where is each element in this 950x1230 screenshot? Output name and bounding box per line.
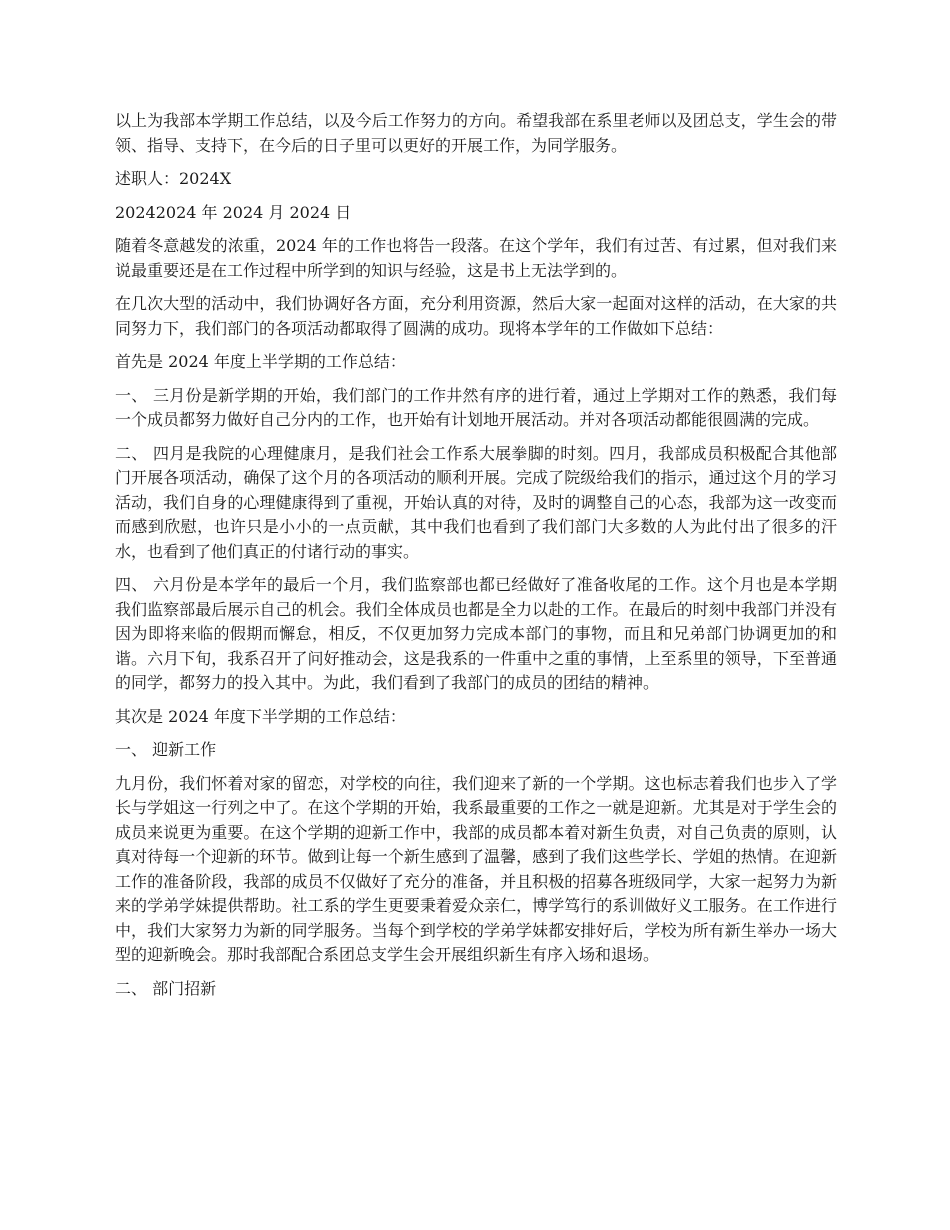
paragraph-second-half-heading: 其次是 2024 年度下半学期的工作总结： xyxy=(115,706,406,726)
paragraph-first-half-heading: 首先是 2024 年度上半学期的工作总结： xyxy=(115,352,406,371)
paragraph-april: 二、 四月是我院的心理健康月，是我们社会工作系大展拳脚的时刻。四月，我部成员积极配合其他部门开展各项活动，确保了这个月的各项活动的顺利开展。完成了院级给我们的指示，通过这个月的学习活动，我们自身的心理健康得到了重视，开始认真的对待，及时的调整自己的心态，我部为这一改变而而感到欣慰，也许只是小小的一点贡献，其中我们也看到了我们部门大多数的人为此付出了很多的汗水，也看到了他们真正的付诸行动的事实。 xyxy=(115,443,837,561)
paragraph-intro: 随着冬意越发的浓重，2024 年的工作也将告一段落。在这个学年，我们有过苦、有过累，但对我们来说最重要还是在工作过程中所学到的知识与经验，这是书上无法学到的。 xyxy=(115,236,837,280)
paragraph-closing-summary: 以上为我部本学期工作总结，以及今后工作努力的方向。希望我部在系里老师以及团总支，学生会的带领、指导、支持下，在今后的日子里可以更好的开展工作，为同学服务。 xyxy=(115,111,837,155)
document-body xyxy=(115,109,837,1010)
paragraph-date: 20242024 年 2024 月 2024 日 xyxy=(115,202,352,222)
paragraph-author: 述职人：2024X xyxy=(115,169,232,188)
paragraph-welcome-heading: 一、 迎新工作 xyxy=(115,740,217,759)
paragraph-welcome-work: 九月份，我们怀着对家的留恋，对学校的向往，我们迎来了新的一个学期。这也标志着我们也步入了学长与学姐这一行列之中了。在这个学期的开始，我系最重要的工作之一就是迎新。尤其是对于学生会的成员来说更为重要。在这个学期的迎新工作中，我部的成员都本着对新生负责，对自己负责的原则，认真对待每一个迎新的环节。做到让每一个新生感到了温馨，感到了我们这些学长、学姐的热情。在迎新工作的准备阶段，我部的成员不仅做好了充分的准备，并且积极的招募各班级同学，大家一起努力为新来的学弟学妹提供帮助。社工系的学生更要秉着爱众亲仁，博学笃行的系训做好义工服务。在工作进行中，我们大家努力为新的同学服务。当每个到学校的学弟学妹都安排好后，学校为所有新生举办一场大型的迎新晚会。那时我部配合系团总支学生会开展组织新生有序入场和退场。 xyxy=(115,773,837,964)
paragraph-recruitment-heading: 二、 部门招新 xyxy=(115,978,217,998)
paragraph-june: 四、 六月份是本学年的最后一个月，我们监察部也都已经做好了准备收尾的工作。这个月也是本学期我们监察部最后展示自己的机会。我们全体成员也都是全力以赴的工作。在最后的时刻中我部门并没有因为即将来临的假期而懈怠，相反，不仅更加努力完成本部门的事物，而且和兄弟部门协调更加的和谐。六月下旬，我系召开了问好推动会，这是我系的一件重中之重的事情，上至系里的领导，下至普通的同学，都努力的投入其中。为此，我们看到了我部门的成员的团结的精神。 xyxy=(115,575,837,692)
paragraph-march: 一、 三月份是新学期的开始，我们部门的工作井然有序的进行着，通过上学期对工作的熟悉，我们每一个成员都努力做好自己分内的工作，也开始有计划地开展活动。并对各项活动都能很圆满的完成。 xyxy=(115,385,837,429)
paragraph-activities: 在几次大型的活动中，我们协调好各方面，充分利用资源，然后大家一起面对这样的活动，在大家的共同努力下，我们部门的各项活动都取得了圆满的成功。现将本学年的工作做如下总结： xyxy=(115,294,837,338)
